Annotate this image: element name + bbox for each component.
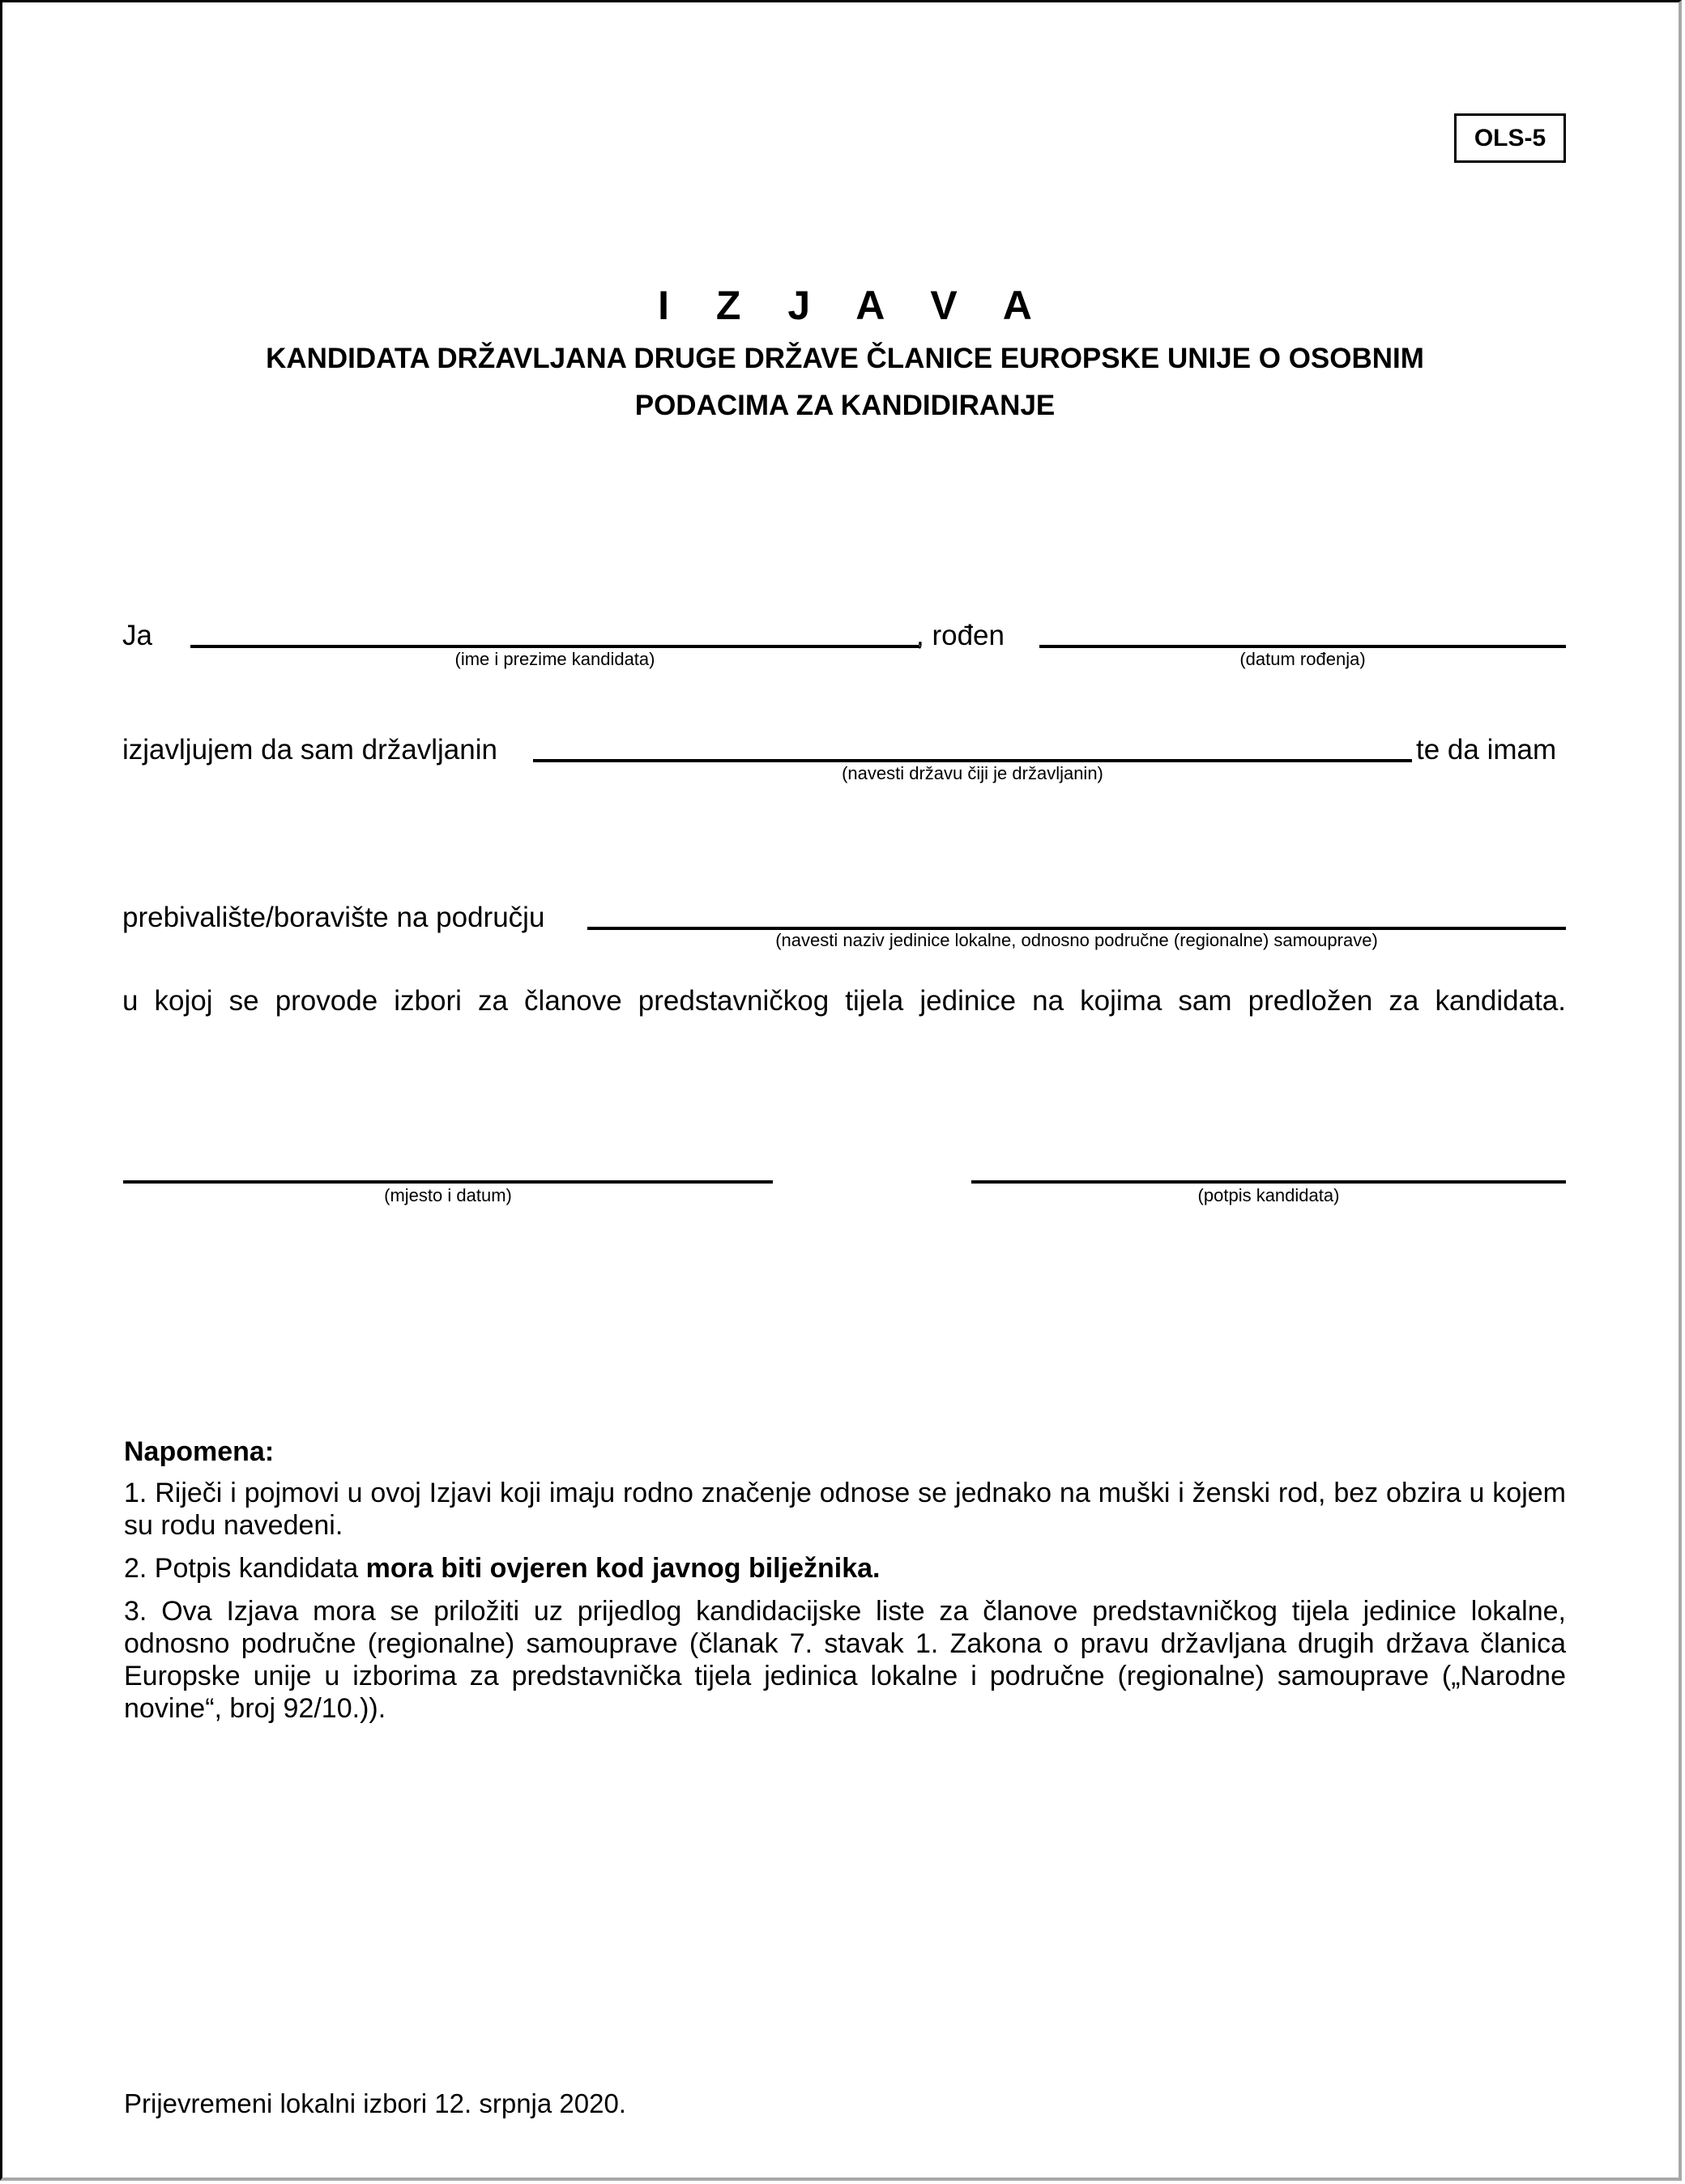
date-of-birth-hint: (datum rođenja) <box>1239 649 1366 669</box>
date-of-birth-field[interactable] <box>1039 645 1566 648</box>
note-item-3: 3. Ova Izjava mora se priložiti uz prijedlog kandidacijske liste za članove predstavničkog tijela jedinice lokalne, odnosno područne (regionalne) samouprave (članak 7. stavak 1. Zakona o pravu državljana drugih država članica Europske unije u izborima za predstavnička tijela jedinica lokalne i područne (regionalne) samouprave („Narodne novine“, broj 92/10.)). <box>124 1596 1566 1724</box>
document-subtitle-line2: PODACIMA ZA KANDIDIRANJE <box>634 390 1056 421</box>
note-item-2 <box>124 1552 1566 1585</box>
document-subtitle-line1: KANDIDATA DRŽAVLJANA DRUGE DRŽAVE ČLANICE EUROPSKE UNIJE O OSOBNIM <box>266 343 1424 374</box>
row3-prefix: prebivalište/boravište na području <box>122 902 545 933</box>
note-item-2-emphasis: mora biti ovjeren kod javnog bilježnika. <box>365 1553 881 1584</box>
row1-prefix: Ja <box>122 620 152 651</box>
citizenship-country-hint: (navesti državu čiji je državljanin) <box>842 763 1103 783</box>
row1-born-label: , rođen <box>916 620 1005 651</box>
citizenship-country-field[interactable] <box>533 759 1412 762</box>
row2-suffix: te da imam <box>1416 734 1557 766</box>
notes-heading: Napomena: <box>124 1436 275 1467</box>
form-code-badge: OLS-5 <box>1454 113 1566 163</box>
place-date-field[interactable] <box>123 1180 773 1184</box>
candidate-name-field[interactable] <box>190 645 919 648</box>
candidate-signature-field[interactable] <box>971 1180 1566 1184</box>
document-title: I Z J A V A <box>658 283 1050 328</box>
candidate-name-hint: (ime i prezime kandidata) <box>454 649 655 669</box>
residence-unit-hint: (navesti naziv jedinice lokalne, odnosno područne (regionalne) samouprave) <box>775 930 1378 950</box>
candidate-signature-hint: (potpis kandidata) <box>1197 1185 1340 1205</box>
place-date-hint: (mjesto i datum) <box>384 1185 512 1205</box>
note-item-1: 1. Riječi i pojmovi u ovoj Izjavi koji imaju rodno značenje odnose se jednako na muški i ženski rod, bez obzira u kojem su rodu navedeni. <box>124 1478 1566 1541</box>
row2-prefix: izjavljujem da sam državljanin <box>122 734 497 766</box>
note-item-2-text: 2. Potpis kandidata <box>124 1553 366 1584</box>
row4-statement: u kojoj se provode izbori za članove predstavničkog tijela jedinice na kojima sam predložen za kandidata. <box>122 985 1566 1017</box>
footer-election-note: Prijevremeni lokalni izbori 12. srpnja 2020. <box>124 2088 626 2118</box>
